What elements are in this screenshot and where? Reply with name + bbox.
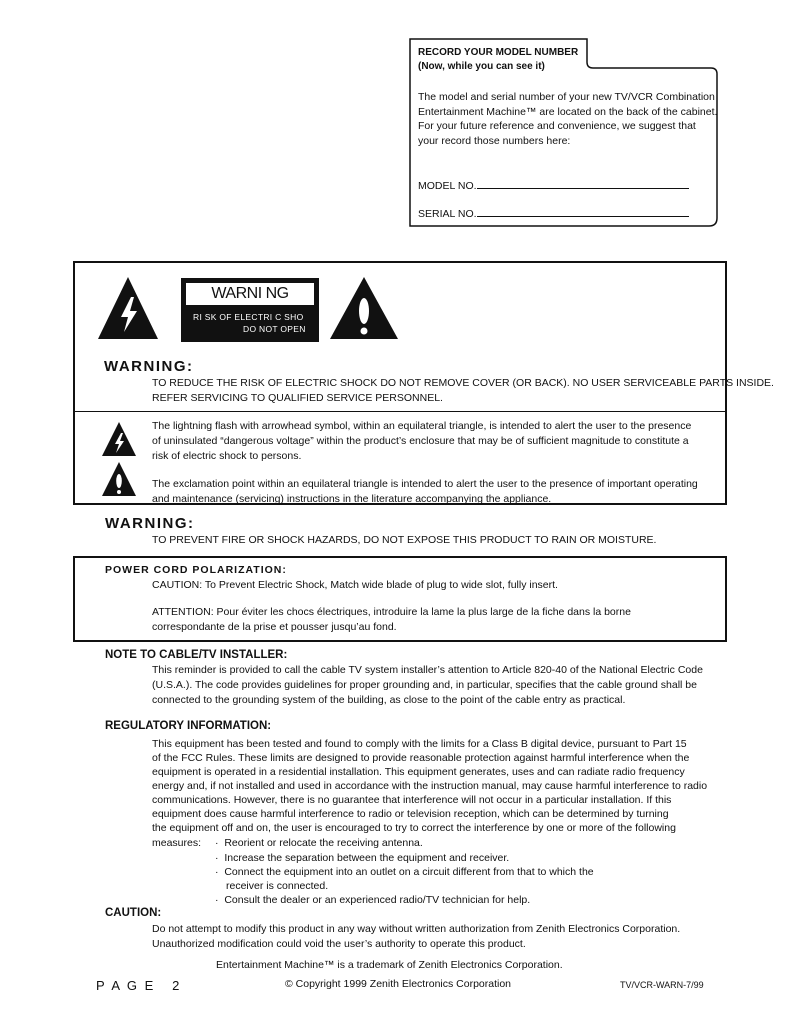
page-number: P A G E 2 [96,978,182,993]
regulatory-line: of the FCC Rules. These limits are designed to provide reasonable protection against harmful interference when the [152,752,690,764]
power-cord-box [73,556,727,642]
measures-bullet: · Consult the dealer or an experienced radio/TV technician for help. [215,894,531,906]
serial-number-field [418,206,689,220]
exclamation-note-line: and maintenance (servicing) instructions in the literature accompanying the appliance. [152,493,552,505]
warning-label-title: WARNI NG [185,282,315,306]
exclamation-triangle-small-icon [101,461,137,497]
lightning-note-line: The lightning flash with arrowhead symbol, within an equilateral triangle, is intended to alert the user to the presence [152,420,692,432]
warning-text-line: REFER SERVICING TO QUALIFIED SERVICE PERSONNEL. [152,392,443,404]
warning-divider [75,411,725,412]
regulatory-line: equipment is operated in a residential installation. This equipment generates, uses and can radiate radio frequency [152,766,685,778]
document-code: TV/VCR-WARN-7/99 [620,980,704,990]
cable-installer-heading: NOTE TO CABLE/TV INSTALLER: [105,649,288,661]
warning-heading-moisture: WARNING: [105,515,195,532]
record-body-line: Entertainment Machine™ are located on the back of the cabinet. [418,105,718,118]
cable-note-line: connected to the grounding system of the building, as close to the point of the cable entry as practical. [152,694,626,706]
regulatory-heading: REGULATORY INFORMATION: [105,720,272,732]
measures-bullet-text: Connect the equipment into an outlet on a circuit different from that to which the [224,866,594,878]
measures-bullet-continuation: receiver is connected. [226,880,329,892]
measures-bullet-text: Consult the dealer or an experienced radio/TV technician for help. [224,894,531,906]
exclamation-triangle-icon [329,275,399,341]
lightning-triangle-icon [97,275,159,341]
warning-box [73,261,774,505]
record-heading-line2: (Now, while you can see it) [418,61,545,72]
model-number-label: MODEL NO. [418,180,477,192]
warning-moisture-text: TO PREVENT FIRE OR SHOCK HAZARDS, DO NOT EXPOSE THIS PRODUCT TO RAIN OR MOISTURE. [152,534,657,546]
model-number-blank[interactable] [477,178,689,189]
exclamation-note-line: The exclamation point within an equilateral triangle is intended to alert the user to the presence of important operating [152,478,698,490]
measures-bullet: · Reorient or relocate the receiving antenna. [215,837,423,849]
lightning-note-line: of uninsulated “dangerous voltage” within the product’s enclosure that may be of sufficient magnitude to constitute a [152,435,689,447]
measures-bullet: · Increase the separation between the equipment and receiver. [215,852,510,864]
record-body-line: For your future reference and convenience, we suggest that [418,120,696,132]
power-cord-attention-line: ATTENTION: Pour éviter les chocs électriques, introduire la lame la plus large de la fiche dans la borne [152,606,631,618]
warning-text-line: TO REDUCE THE RISK OF ELECTRIC SHOCK DO NOT REMOVE COVER (OR BACK). NO USER SERVICEABLE PARTS INSIDE. [152,377,774,389]
regulatory-line: This equipment has been tested and found to comply with the limits for a Class B digital device, pursuant to Part 15 [152,738,687,750]
record-body-line: your record those numbers here: [418,134,571,147]
record-box-body [418,90,718,148]
lightning-note-line: risk of electric shock to persons. [152,450,302,462]
record-model-number-box [409,38,717,226]
power-cord-attention-line: correspondante de la prise et pousser jusqu’au fond. [152,621,397,633]
copyright-notice: © Copyright 1999 Zenith Electronics Corporation [285,978,512,990]
model-number-field [418,178,689,192]
measures-bullet-text: Reorient or relocate the receiving antenna. [224,837,423,849]
trademark-note: Entertainment Machine™ is a trademark of Zenith Electronics Corporation. [216,959,563,971]
warning-heading: WARNING: [104,358,194,375]
record-body-line: The model and serial number of your new TV/VCR Combination [418,91,715,103]
cable-note-line: This reminder is provided to call the cable TV system installer’s attention to Article 820-40 of the National Electric Code [152,664,703,676]
regulatory-line: communications. However, there is no guarantee that interference will not occur in a particular installation. If this [152,794,672,806]
caution-line: Unauthorized modification could void the user’s authority to operate this product. [152,938,526,950]
measures-bullet: · Connect the equipment into an outlet on a circuit different from that to which the [215,866,594,878]
record-box-heading [418,46,578,74]
power-cord-heading: POWER CORD POLARIZATION: [105,564,287,576]
regulatory-line: equipment does cause harmful interference to radio or television reception, which can be determined by turning [152,808,669,820]
warning-label-line2: DO NOT OPEN [243,324,306,334]
power-cord-caution: CAUTION: To Prevent Electric Shock, Match wide blade of plug to wide slot, fully insert. [152,579,558,591]
caution-line: Do not attempt to modify this product in any way without written authorization from Zenith Electronics Corporation. [152,923,681,935]
measures-label: measures: [152,837,202,849]
lightning-triangle-small-icon [101,421,137,457]
regulatory-line: the equipment off and on, the user is encouraged to try to correct the interference by one or more of the following [152,822,676,834]
serial-number-label: SERIAL NO. [418,208,477,220]
cable-note-line: (U.S.A.). The code provides guidelines for proper grounding and, in particular, specifies that the cable ground shall be [152,679,697,691]
caution-heading: CAUTION: [105,907,162,919]
regulatory-line: energy and, if not installed and used in accordance with the instruction manual, may cause harmful interference to radio [152,780,708,792]
record-heading-line1: RECORD YOUR MODEL NUMBER [418,47,579,58]
warning-label-line1: RI SK OF ELECTRI C SHO [193,312,304,322]
serial-number-blank[interactable] [477,206,689,217]
warning-label [181,278,319,342]
measures-bullet-text: Increase the separation between the equipment and receiver. [224,852,510,864]
